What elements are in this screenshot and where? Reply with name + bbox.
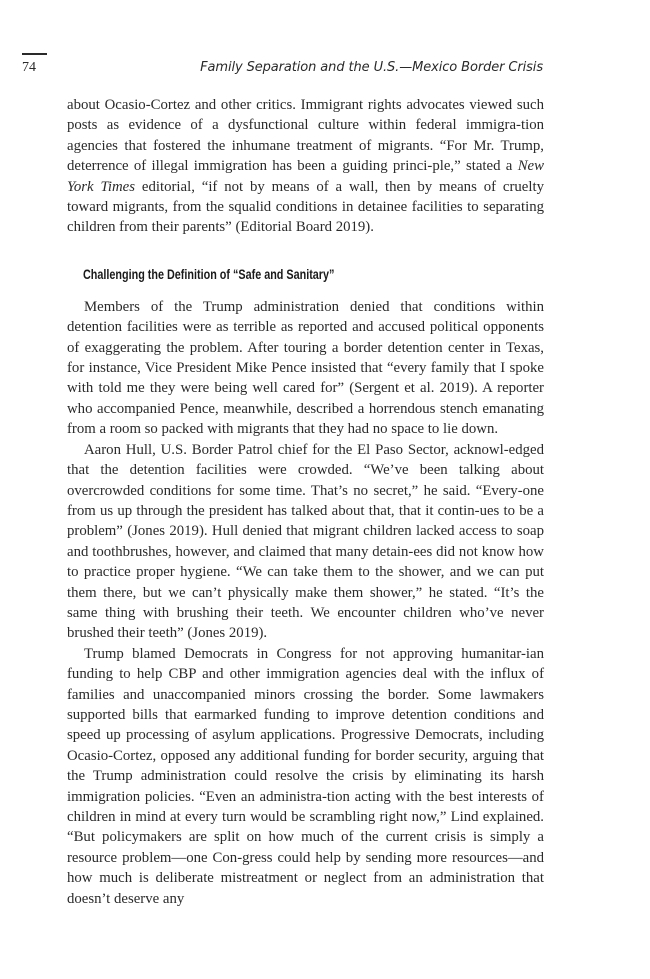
paragraph-text: editorial, “if not by means of a wall, then by means of cruelty toward migrants, from the squalid conditions in detainee facilities to separating children from their parents” (Editorial Board 2019).: [67, 178, 544, 236]
section-heading: Challenging the Definition of “Safe and Sanitary”: [83, 266, 335, 282]
paragraph: Aaron Hull, U.S. Border Patrol chief for the El Paso Sector, acknowl-edged that the detention facilities were crowded. “We’ve been talking about overcrowded conditions for some time. That’s no secret,” he said. “Every-one from us up through the president has talked about that, that it contin-ues to be a problem” (Jones 2019). Hull denied that migrant children lacked access to soap and toothbrushes, however, and claimed that many detain-ees did not know how to practice proper hygiene. “We can take them to the shower, and we can put them there, but we can’t physically make them shower,” he stated. “It’s the same thing with brushing their teeth. We encounter children who’ve never brushed their teeth” (Jones 2019).: [67, 441, 544, 642]
paragraph-continued: [67, 95, 544, 238]
paragraph: Members of the Trump administration denied that conditions within detention facilities were as terrible as reported and accused political opponents of exaggerating the problem. After touring a border detention center in Texas, for instance, Vice President Mike Pence insisted that “every family that I spoke with told me they were being well cared for” (Sergent et al. 2019). A reporter who accompanied Pence, meanwhile, described a horrendous stench emanating from a room so packed with migrants that they had no space to lie down.: [67, 298, 544, 438]
header-rule: [22, 53, 47, 55]
paragraph-text: about Ocasio-Cortez and other critics. Immigrant rights advocates viewed such posts as evidence of a dysfunctional culture within federal immigra-tion agencies that fostered the inhumane treatment of migrants. “For Mr. Trump, deterrence of illegal immigration has been a guiding princi-ple,” stated a: [67, 97, 544, 175]
page-number: 74: [22, 60, 36, 75]
paragraph: Trump blamed Democrats in Congress for not approving humanitar-ian funding to help CBP and other immigration agencies deal with the influx of families and unaccompanied minors crossing the border. Some lawmakers supported bills that earmarked funding to improve detention conditions and speed up processing of asylum applications. Progressive Democrats, including Ocasio-Cortez, opposed any additional funding for border security, arguing that the Trump administration could resolve the crisis by eliminating its harsh immigration policies. “Even an administra-tion acting with the best interests of children in mind at every turn would be scrambling right now,” Lind explained. “But policymakers are split on how much of the current crisis is simply a resource problem—one Con-gress could help by sending more resources—and how much is deliberate mistreatment or neglect from an administration that doesn’t deserve any: [67, 645, 544, 907]
running-head: Family Separation and the U.S.—Mexico Border Crisis: [200, 60, 543, 75]
page-body: [67, 95, 544, 909]
publication-title: New York Times: [67, 158, 544, 195]
